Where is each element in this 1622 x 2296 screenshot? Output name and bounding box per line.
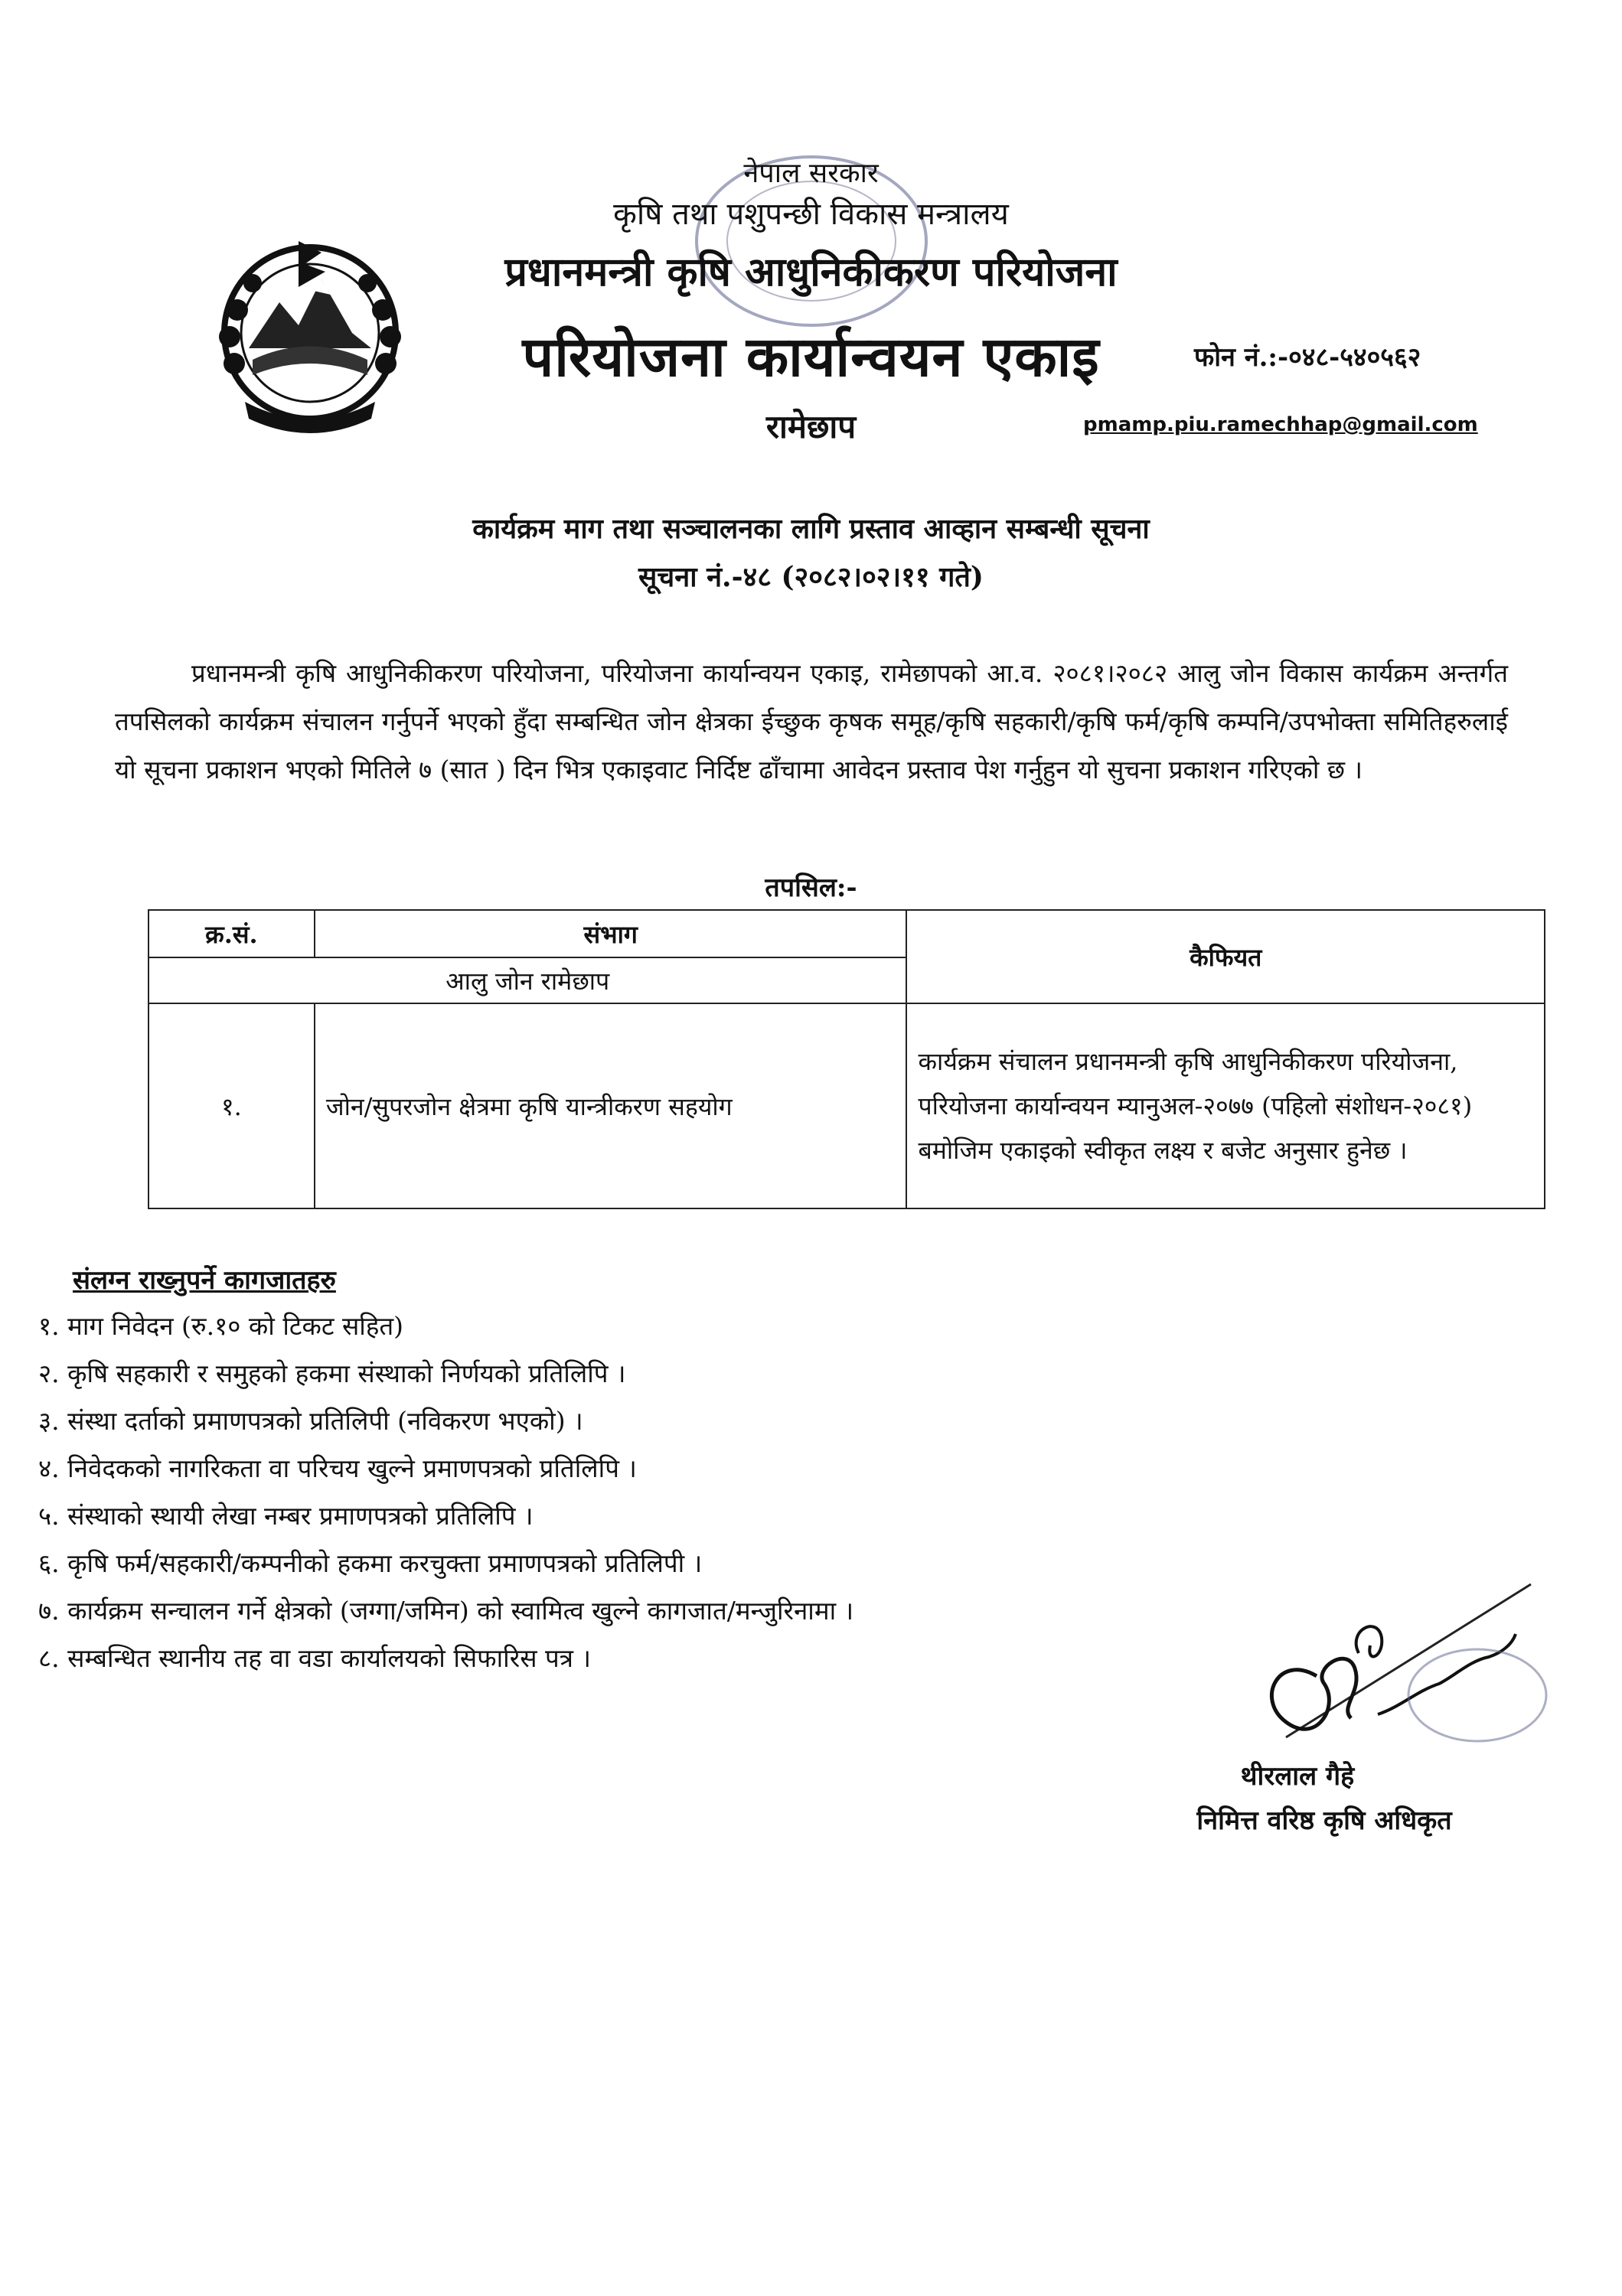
signatory-designation: निमित्त वरिष्ठ कृषि अधिकृत bbox=[1196, 1805, 1452, 1836]
header-sn: क्र.सं. bbox=[148, 910, 315, 957]
list-item: ४. निवेदकको नागरिकता वा परिचय खुल्ने प्रमाणपत्रको प्रतिलिपि । bbox=[38, 1453, 637, 1483]
notice-number: सूचना नं.-४८ (२०८२।०२।११ गते) bbox=[638, 561, 984, 593]
row-remark: कार्यक्रम संचालन प्रधानमन्त्री कृषि आधुनिकीकरण परियोजना, परियोजना कार्यान्वयन म्यानुअल-२०७७ (पहिलो संशोधन-२०८१) बमोजिम एकाइको स्वीकृत लक्ष्य र बजेट अनुसार हुनेछ । bbox=[906, 1003, 1545, 1208]
schedule-table bbox=[148, 909, 1545, 1209]
notice-body: प्रधानमन्त्री कृषि आधुनिकीकरण परियोजना, परियोजना कार्यान्वयन एकाइ, रामेछापको आ.व. २०८१।२०८२ आलु जोन विकास कार्यक्रम अन्तर्गत तपसिलको कार्यक्रम संचालन गर्नुपर्ने भएको हुँदा सम्बन्धित जोन क्षेत्रका ईच्छुक कृषक समूह/कृषि सहकारी/कृषि फर्म/कृषि कम्पनि/उपभोक्ता समितिहरुलाई यो सूचना प्रकाशन भएको मितिले ७ (सात ) दिन भित्र एकाइवाट निर्दिष्ट ढाँचामा आवेदन प्रस्ताव पेश गर्नुहुन यो सुचना प्रकाशन गरिएको छ । bbox=[115, 658, 1508, 784]
row-activity: जोन/सुपरजोन क्षेत्रमा कृषि यान्त्रीकरण सहयोग bbox=[315, 1003, 907, 1208]
row-sn: १. bbox=[148, 1003, 315, 1208]
ministry-name: कृषि तथा पशुपन्छी विकास मन्त्रालय bbox=[613, 197, 1009, 232]
schedule-heading: तपसिल:- bbox=[765, 872, 857, 903]
header-activity: संभाग bbox=[315, 910, 907, 957]
zone-label: आलु जोन रामेछाप bbox=[148, 957, 906, 1003]
email-address: pmamp.piu.ramechhap@gmail.com bbox=[1083, 413, 1478, 436]
list-item: १. माग निवेदन (रु.१० को टिकट सहित) bbox=[38, 1311, 404, 1341]
attachments-list bbox=[38, 1303, 853, 1682]
header-remark: कैफियत bbox=[906, 910, 1545, 1003]
attachments-title: संलग्न राख्नुपर्ने कागजातहरु bbox=[73, 1265, 336, 1296]
list-item: ५. संस्थाको स्थायी लेखा नम्बर प्रमाणपत्रको प्रतिलिपि । bbox=[38, 1501, 534, 1531]
list-item: ६. कृषि फर्म/सहकारी/कम्पनीको हकमा करचुक्ता प्रमाणपत्रको प्रतिलिपी । bbox=[38, 1548, 703, 1578]
list-item: ७. कार्यक्रम सन्चालन गर्ने क्षेत्रको (जग्गा/जमिन) को स्वामित्व खुल्ने कागजात/मन्जुरिनामा । bbox=[38, 1596, 854, 1626]
list-item: ८. सम्बन्धित स्थानीय तह वा वडा कार्यालयको सिफारिस पत्र । bbox=[38, 1643, 591, 1673]
phone-number: फोन नं.:-०४८-५४०५६२ bbox=[1194, 342, 1421, 373]
table-row bbox=[148, 1003, 1545, 1208]
signature-icon bbox=[1225, 1561, 1554, 1768]
list-item: २. कृषि सहकारी र समुहको हकमा संस्थाको निर्णयको प्रतिलिपि । bbox=[38, 1358, 626, 1388]
notice-subject: कार्यक्रम माग तथा सञ्चालनका लागि प्रस्ताव आव्हान सम्बन्धी सूचना bbox=[472, 513, 1150, 545]
project-name: प्रधानमन्त्री कृषि आधुनिकीकरण परियोजना bbox=[504, 249, 1118, 295]
signatory-name: थीरलाल गैहे bbox=[1240, 1761, 1355, 1792]
district-name: रामेछाप bbox=[765, 408, 857, 445]
government-name: नेपाल सरकार bbox=[743, 158, 879, 189]
unit-name: परियोजना कार्यान्वयन एकाइ bbox=[522, 324, 1100, 389]
list-item: ३. संस्था दर्ताको प्रमाणपत्रको प्रतिलिपी (नविकरण भएको) । bbox=[38, 1406, 583, 1436]
